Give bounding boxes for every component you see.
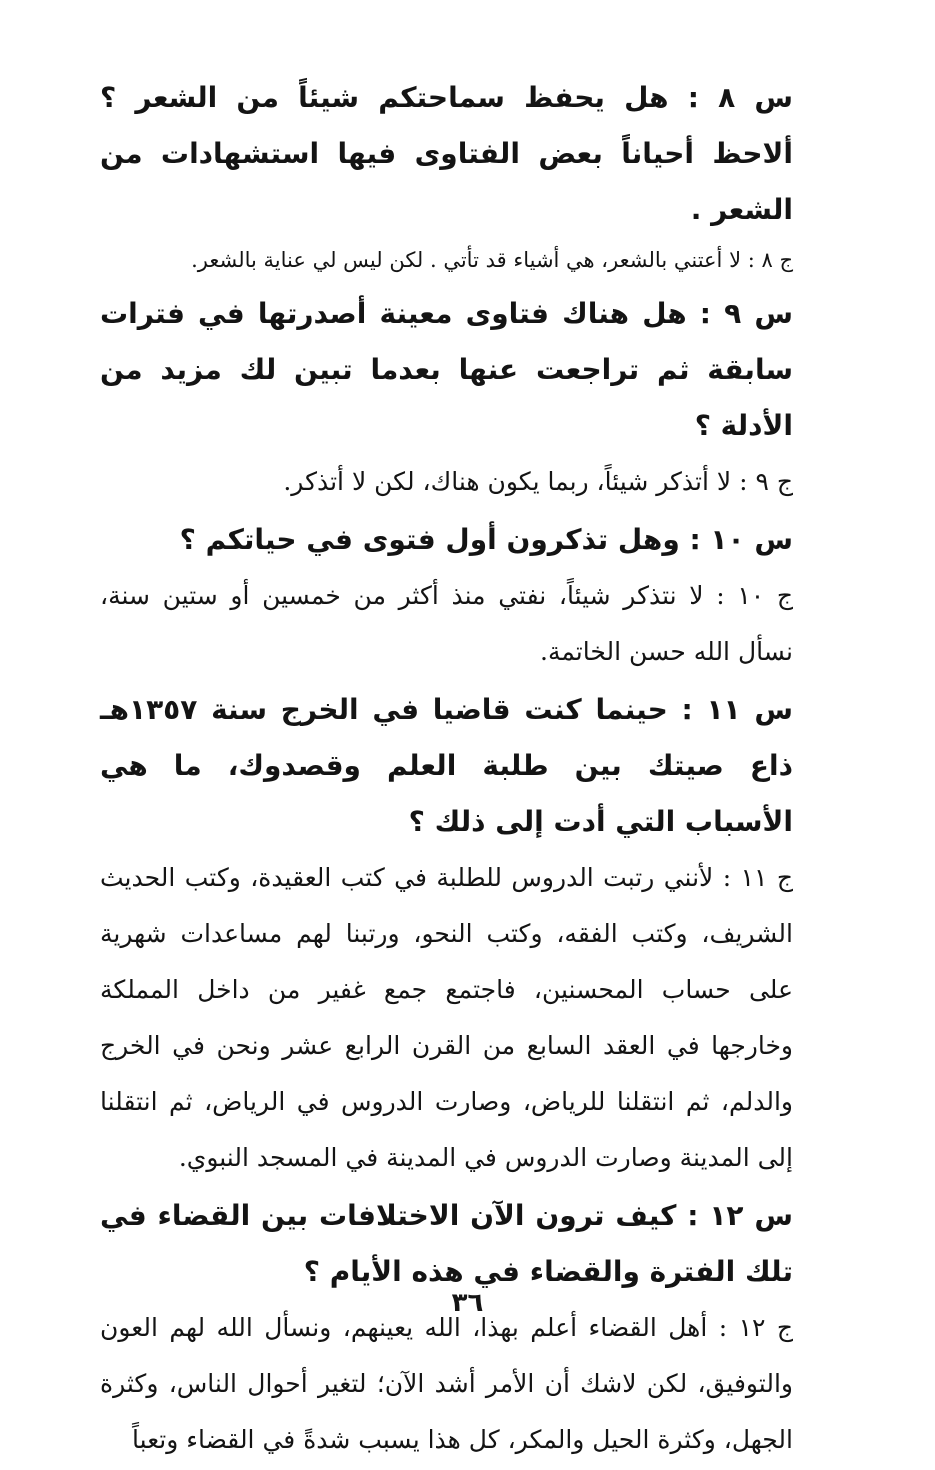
answer-10: ج ١٠ : لا نتذكر شيئاً، نفتي منذ أكثر من خمسين أو ستين سنة، نسأل الله حسن الخاتمة. [100, 581, 793, 666]
page-number: ٣٦ [451, 1288, 484, 1318]
answer-8: ج ٨ : لا أعتني بالشعر، هي أشياء قد تأتي . لكن ليس لي عناية بالشعر. [191, 248, 793, 272]
question-12: س ١٢ : كيف ترون الآن الاختلافات بين القضاء في تلك الفترة والقضاء في هذه الأيام ؟ [100, 1199, 793, 1288]
question-11: س ١١ : حينما كنت قاضيا في الخرج سنة ١٣٥٧هـ ذاع صيتك بين طلبة العلم وقصدوك، ما هي الأسباب التي أدت إلى ذلك ؟ [100, 693, 793, 838]
answer-12: ج ١٢ : أهل القضاء أعلم بهذا، الله يعينهم، ونسأل الله لهم العون والتوفيق، لكن لاشك أن الأمر أشد الآن؛ لتغير أحوال الناس، وكثرة الجهل، وكثرة الحيل والمكر، كل هذا يسبب شدةً في القضاء وتعباً [100, 1313, 793, 1454]
answer-11: ج ١١ : لأنني رتبت الدروس للطلبة في كتب العقيدة، وكتب الحديث الشريف، وكتب الفقه، وكتب النحو، ورتبنا لهم مساعدات شهرية على حساب المحسنين، فاجتمع جمع غفير من داخل المملكة وخارجها في العقد السابع من القرن الرابع عشر ونحن في الخرج والدلم، ثم انتقلنا للرياض، وصارت الدروس في الرياض، ثم انتقلنا إلى المدينة وصارت الدروس في المدينة في المسجد النبوي. [100, 863, 793, 1172]
question-8: س ٨ : هل يحفظ سماحتكم شيئاً من الشعر ؟ ألاحظ أحياناً بعض الفتاوى فيها استشهادات من الشعر . [100, 81, 793, 226]
answer-9: ج ٩ : لا أتذكر شيئاً، ربما يكون هناك، لكن لا أتذكر. [283, 467, 793, 496]
book-page-body [100, 70, 835, 1470]
question-10: س ١٠ : وهل تذكرون أول فتوى في حياتكم ؟ [179, 523, 793, 556]
question-9: س ٩ : هل هناك فتاوى معينة أصدرتها في فترات سابقة ثم تراجعت عنها بعدما تبين لك مزيد من الأدلة ؟ [100, 297, 793, 442]
